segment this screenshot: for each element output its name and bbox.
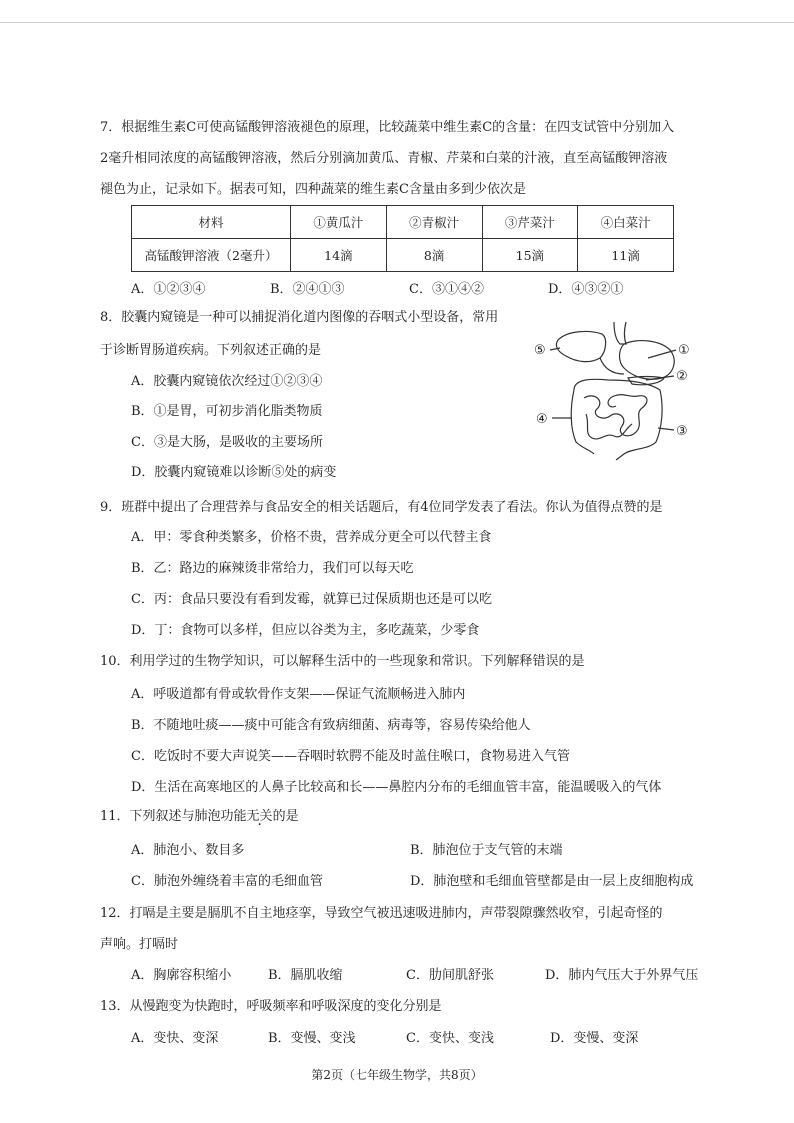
q8-stem-line2: 于诊断胃肠道疾病。下列叙述正确的是 <box>100 343 322 358</box>
q9-option-c: C．丙：食品只要没有看到发霉，就算已过保质期也还是可以吃 <box>131 592 492 607</box>
q12-option-c: C．肋间肌舒张 <box>406 968 494 983</box>
q11-stem-suffix: 的是 <box>272 809 299 824</box>
table-header-row <box>132 206 674 239</box>
diagram-label-3: ③ <box>676 424 688 439</box>
q7-option-d: D．④③②① <box>548 282 624 297</box>
leader-line-1 <box>648 350 676 358</box>
q9-stem-line1: 9．班群中提出了合理营养与食品安全的相关话题后，有4位同学发表了看法。你认为值得点赞的是 <box>100 500 663 515</box>
table-header-cell: ③芹菜汁 <box>482 206 578 239</box>
table-cell: 高锰酸钾溶液（2毫升） <box>132 239 291 272</box>
liver-outline <box>556 332 605 362</box>
q12-option-d: D．肺内气压大于外界气压 <box>545 968 699 983</box>
q13-option-b: B．变慢、变浅 <box>268 1031 356 1046</box>
diagram-label-2: ② <box>676 369 688 384</box>
diagram-label-1: ① <box>678 343 690 358</box>
q8-option-a: A．胶囊内窥镜依次经过①②③④ <box>131 374 323 389</box>
q7-option-a: A．①②③④ <box>131 282 206 297</box>
q11-stem-line1 <box>100 809 299 825</box>
table-cell: 8滴 <box>386 239 482 272</box>
table-header-cell: ②青椒汁 <box>386 206 482 239</box>
table-header-cell: ④白菜汁 <box>578 206 674 239</box>
q8-option-c: C．③是大肠，是吸收的主要场所 <box>131 435 323 450</box>
q12-option-a: A．胸廓容积缩小 <box>131 968 232 983</box>
q8-stem-line1: 8．胶囊内窥镜是一种可以捕捉消化道内图像的吞咽式小型设备，常用 <box>100 310 499 325</box>
q7-option-c: C．③①④② <box>409 282 484 297</box>
q11-option-b: B．肺泡位于支气管的末端 <box>410 843 563 858</box>
q12-stem-line1: 12．打嗝是主要是膈肌不自主地痉挛，导致空气被迅速吸进肺内，声带裂隙骤然收窄，引起奇怪的 <box>100 906 663 921</box>
q7-stem-line3: 褪色为止，记录如下。据表可知，四种蔬菜的维生素C含量由多到少依次是 <box>100 182 526 197</box>
vitamin-c-table <box>131 205 674 272</box>
table-cell: 14滴 <box>291 239 387 272</box>
q13-option-a: A．变快、变深 <box>131 1031 219 1046</box>
table-row <box>132 239 674 272</box>
q11-stem-emphasis: 无关 <box>246 809 273 824</box>
q12-option-b: B．膈肌收缩 <box>268 968 343 983</box>
q10-option-b: B．不随地吐痰——痰中可能含有致病细菌、病毒等，容易传染给他人 <box>131 718 531 733</box>
q10-stem-line1: 10．利用学过的生物学知识，可以解释生活中的一些现象和常识。下列解释错误的是 <box>100 654 585 669</box>
q10-option-a: A．呼吸道都有骨或软骨作支架——保证气流顺畅进入肺内 <box>131 687 466 702</box>
page-footer: 第2页（七年级生物学，共8页） <box>311 1068 483 1082</box>
q10-option-c: C．吃饭时不要大声说笑——吞咽时软腭不能及时盖住喉口，食物易进入气管 <box>131 749 570 764</box>
digestive-system-diagram <box>528 318 698 468</box>
esophagus-outline <box>614 322 626 344</box>
q11-option-d: D．肺泡壁和毛细血管壁都是由一层上皮细胞构成 <box>410 874 694 889</box>
stomach-outline <box>620 341 675 380</box>
q7-stem-line2: 2毫升相同浓度的高锰酸钾溶液，然后分别滴加黄瓜、青椒、芹菜和白菜的汁液，直至高锰酸钾溶液 <box>100 151 668 166</box>
q10-option-d: D．生活在高寒地区的人鼻子比较高和长——鼻腔内分布的毛细血管丰富，能温暖吸入的气体 <box>131 780 662 795</box>
q7-option-b: B．②④①③ <box>270 282 345 297</box>
small-intestine-coil-1 <box>584 395 647 436</box>
table-header-cell: ①黄瓜汁 <box>291 206 387 239</box>
table-cell: 11滴 <box>578 239 674 272</box>
q8-option-b: B．①是胃，可初步消化脂类物质 <box>131 404 323 419</box>
diagram-label-4: ④ <box>536 412 548 427</box>
q7-stem-line1: 7．根据维生素C可使高锰酸钾溶液褪色的原理，比较蔬菜中维生素C的含量：在四支试管中分别加入 <box>100 120 675 135</box>
q11-option-c: C．肺泡外缠绕着丰富的毛细血管 <box>131 874 323 889</box>
ascending-colon-outline <box>571 390 594 454</box>
q11-stem-prefix: 11．下列叙述与肺泡功能 <box>100 809 247 824</box>
diagram-label-5: ⑤ <box>534 343 546 358</box>
q9-option-d: D．丁：食物可以多样，但应以谷类为主，多吃蔬菜，少零食 <box>131 623 480 638</box>
q8-option-d: D．胶囊内窥镜难以诊断⑤处的病变 <box>131 465 337 480</box>
q9-option-b: B．乙：路边的麻辣烫非常给力，我们可以每天吃 <box>131 561 414 576</box>
q13-option-c: C．变快、变浅 <box>406 1031 494 1046</box>
q13-stem-line1: 13．从慢跑变为快跑时，呼吸频率和呼吸深度的变化分别是 <box>100 999 442 1014</box>
q13-option-d: D．变慢、变深 <box>550 1031 639 1046</box>
table-cell: 15滴 <box>482 239 578 272</box>
page-top-rule <box>0 22 794 23</box>
q11-option-a: A．肺泡小、数目多 <box>131 843 245 858</box>
table-header-cell: 材料 <box>132 206 291 239</box>
q9-option-a: A．甲：零食种类繁多，价格不贵，营养成分更全可以代替主食 <box>131 530 492 545</box>
q12-stem-line2: 声响。打嗝时 <box>100 937 179 952</box>
